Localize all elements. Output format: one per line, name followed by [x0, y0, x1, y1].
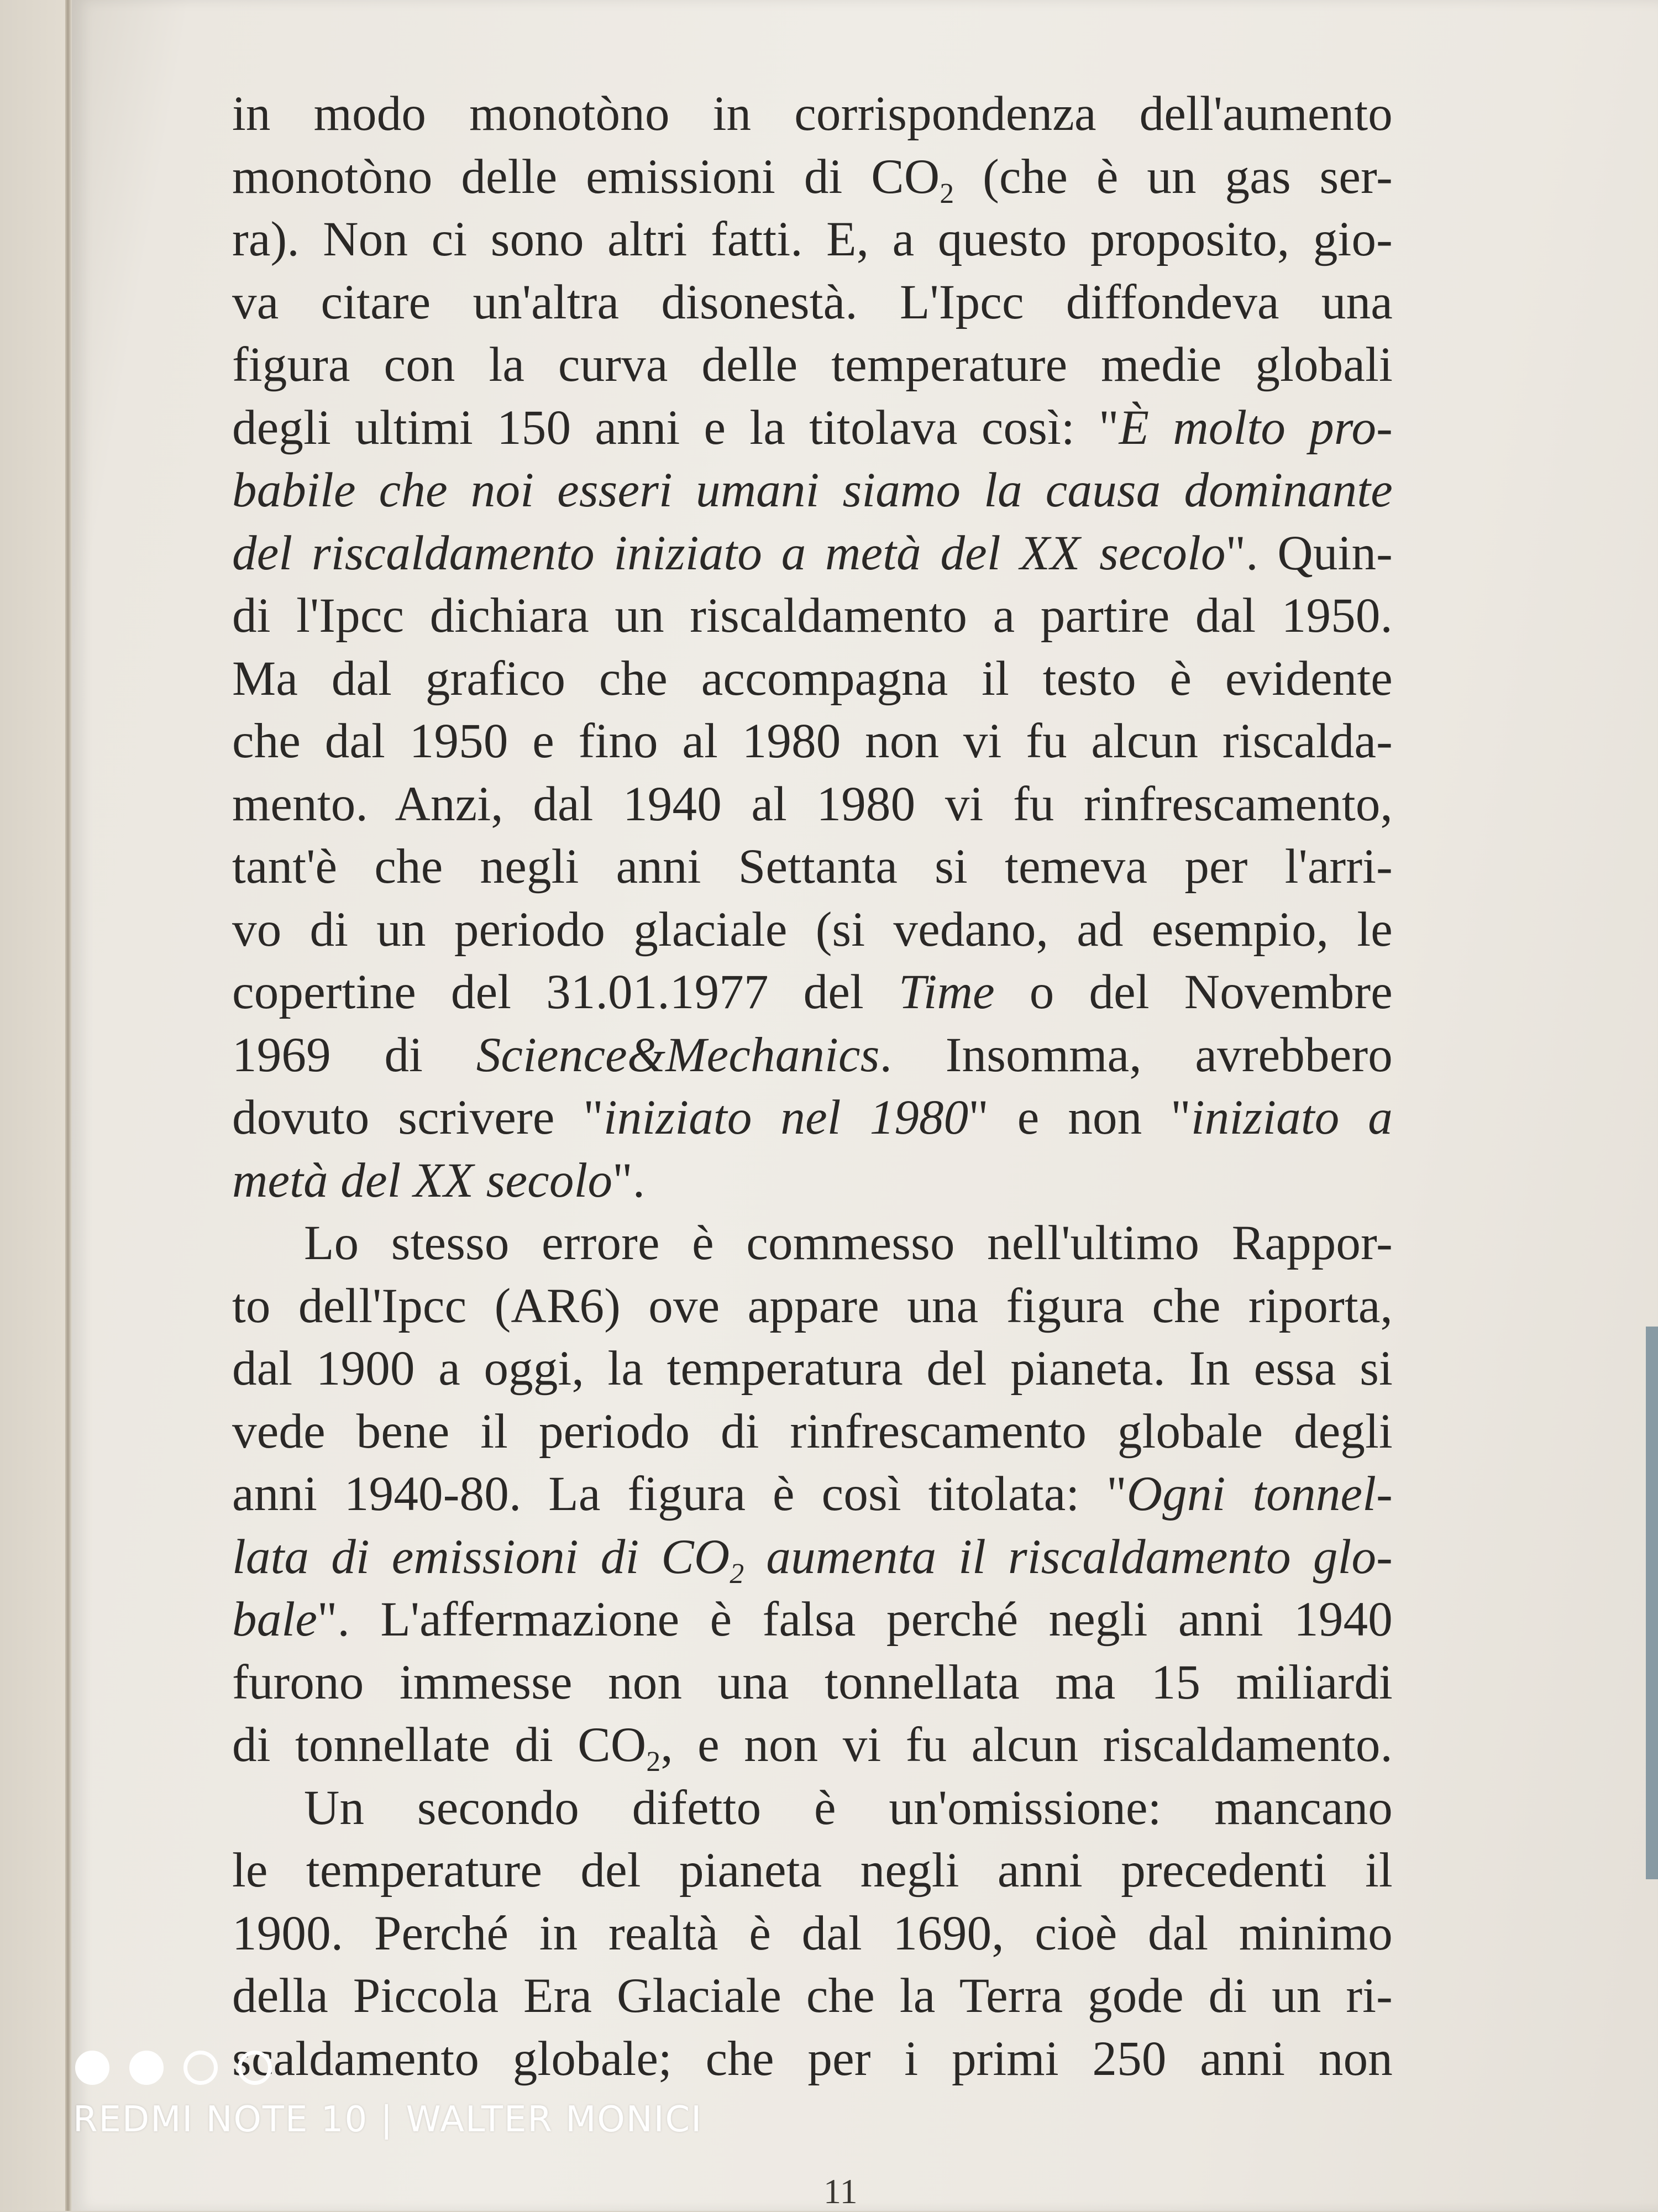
text-line: degli ultimi 150 anni e la titolava così: "È molto pro-	[232, 400, 1393, 455]
text-line: 1900. Perché in realtà è dal 1690, cioè dal minimo	[232, 1906, 1393, 1961]
text-line: mento. Anzi, dal 1940 al 1980 vi fu rinfrescamento,	[232, 777, 1393, 831]
text-line: dovuto scrivere "iniziato nel 1980" e non "iniziato a	[232, 1091, 1393, 1145]
text-line: dal 1900 a oggi, la temperatura del pianeta. In essa si	[232, 1341, 1393, 1396]
text-line: di l'Ipcc dichiara un riscaldamento a partire dal 1950.	[232, 589, 1393, 643]
background-object	[1646, 1327, 1658, 1879]
text-line: lata di emissioni di $CO_2$ aumenta il riscaldamento glo-	[232, 1529, 1393, 1590]
text-line: va citare un'altra disonestà. L'Ipcc diffondeva una	[232, 275, 1393, 329]
text-line: scaldamento globale; che per i primi 250 anni non	[232, 2031, 1393, 2086]
text-line: Un secondo difetto è un'omissione: mancano	[304, 1780, 1393, 1835]
text-line: Ma dal grafico che accompagna il testo è evidente	[232, 651, 1393, 706]
dot-icon	[75, 2051, 109, 2085]
watermark-text: REDMI NOTE 10 | WALTER MONICI	[73, 2099, 703, 2140]
facing-page-edge	[0, 0, 65, 2211]
text-line: babile che noi esseri umani siamo la causa dominante	[232, 463, 1393, 517]
text-line: vo di un periodo glaciale (si vedano, ad esempio, le	[232, 902, 1393, 957]
text-line: furono immesse non una tonnellata ma 15 miliardi	[232, 1655, 1393, 1710]
text-line: to dell'Ipcc (AR6) ove appare una figura che riporta,	[232, 1278, 1393, 1333]
text-line: copertine del 31.01.1977 del Time o del Novembre	[232, 965, 1393, 1019]
text-line: vede bene il periodo di rinfrescamento globale degli	[232, 1404, 1393, 1459]
text-line: monotòno delle emissioni di $CO_2$ (che è un gas ser-	[232, 149, 1393, 209]
page-number: 11	[823, 2172, 858, 2211]
book-gutter	[65, 0, 71, 2211]
text-line: ra). Non ci sono altri fatti. E, a questo proposito, gio-	[232, 212, 1393, 266]
text-line: 1969 di Science&Mechanics. Insomma, avrebbero	[232, 1028, 1393, 1082]
text-line: le temperature del pianeta negli anni precedenti il	[232, 1843, 1393, 1898]
book-text	[232, 83, 1393, 2090]
dot-icon	[129, 2051, 164, 2085]
text-line: che dal 1950 e fino al 1980 non vi fu alcun riscalda-	[232, 714, 1393, 768]
text-line: in modo monotòno in corrispondenza dell'aumento	[232, 87, 1393, 141]
text-line: Lo stesso errore è commesso nell'ultimo Rappor-	[304, 1216, 1393, 1270]
text-line: di tonnellate di $CO_2$, e non vi fu alcun riscaldamento.	[232, 1718, 1393, 1778]
dot-icon	[183, 2051, 218, 2085]
text-line: anni 1940-80. La figura è così titolata: "Ogni tonnel-	[232, 1467, 1393, 1521]
dot-icon	[238, 2051, 272, 2085]
text-line: figura con la curva delle temperature medie globali	[232, 338, 1393, 392]
camera-dots-icon	[75, 2051, 702, 2085]
text-line: bale". L'affermazione è falsa perché negli anni 1940	[232, 1592, 1393, 1647]
text-line: tant'è che negli anni Settanta si temeva per l'arri-	[232, 840, 1393, 894]
text-line: metà del XX secolo".	[232, 1153, 646, 1208]
camera-watermark	[73, 2051, 702, 2140]
text-line: della Piccola Era Glaciale che la Terra gode di un ri-	[232, 1969, 1393, 2023]
text-line: del riscaldamento iniziato a metà del XX secolo". Quin-	[232, 526, 1393, 580]
